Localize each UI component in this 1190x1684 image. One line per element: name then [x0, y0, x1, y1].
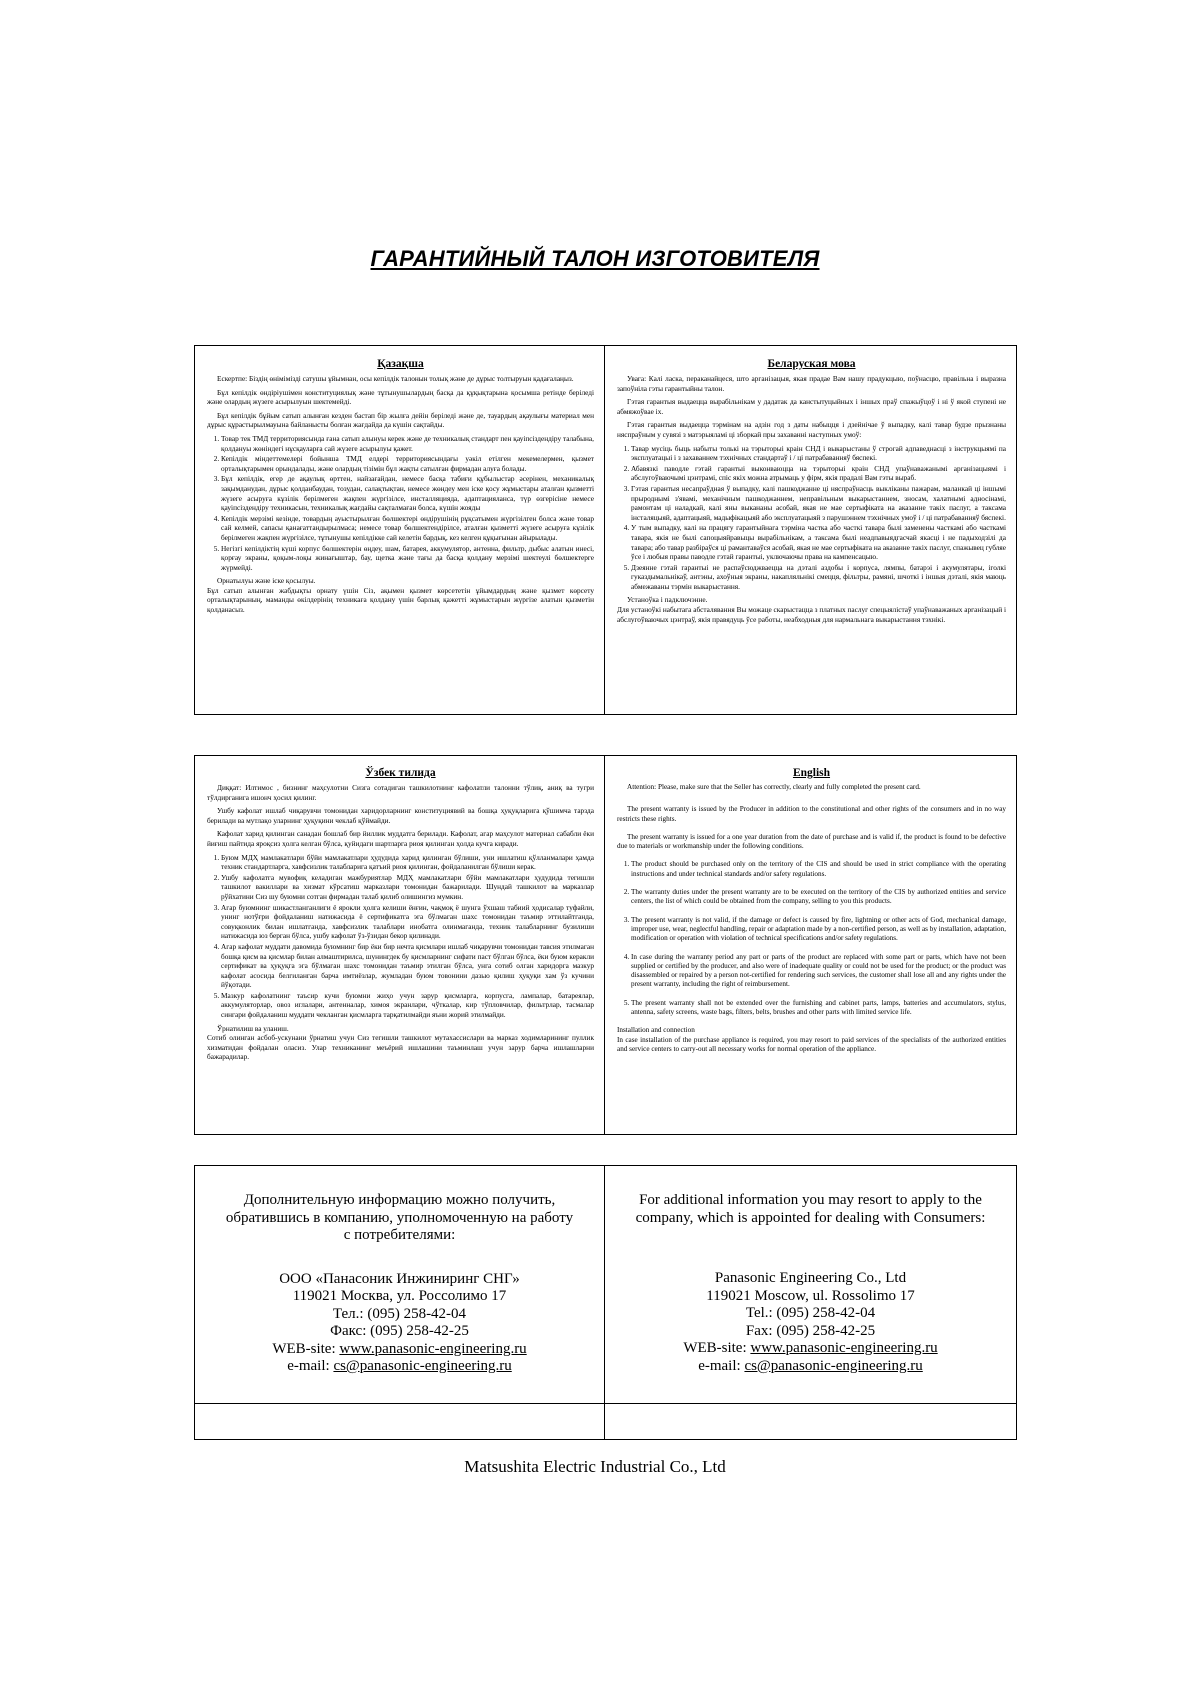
list-item: 4. In case during the warranty period any part or parts of the product are replaced with some part or parts, which have not been supplied or certified by the producer, and also were of inadequate quality or could not be used for the product; or the product was disassembled or repaired by a person not-certified for rendering such services, the customer shall lose all and any rights under the present warranty, including the right of reimbursement.	[631, 953, 1006, 990]
list-item: 5. Негізгі кепілдіктің күші корпус бөлшектерін өңдеу, шам, батарея, аккумулятор, антенна, фильтр, дыбыс алатын инесі, қорғау экраны, қоқым-лоқы жинағыштар, бау, щетка және тағы да басқа қолдану мерзімі шектеулі бөлшектерге жүрмейді.	[221, 544, 594, 573]
list-item: 3. Агар буюмнинг шикастланганлиги ё ярокли ҳолга келиши ёнғин, чақмоқ ё шунга ўхшаш табиий ҳодисалар туфайли, унинг нотўғри фойдаланиш натижасида ё сертификатга эга бўлмаган шахс томонидан таъмир эттилайтганда, совуқконлик билан ишлатганда, хавфсизлик талаблари инобатга олинмаганда, техник талабларнинг бузилиши натижасида юз берган бўлса, ушбу кафолат ўз-ўзидан бекор қилинади.	[221, 903, 594, 941]
contact-intro-line: обратившись в компанию, уполномоченную на работу	[225, 1209, 574, 1226]
kazakh-paragraph: Бұл кепілдік бұйым сатып алынған кезден бастап бір жылға дейін беріледі және де, тауардың ақаулығы материал мен дұрыс құрастырылмауына байланысты болған жағдайда да күшін сақтайды.	[207, 410, 594, 430]
email-label: e-mail:	[698, 1357, 745, 1374]
kazakh-section	[195, 346, 605, 714]
contact-intro-line: с потребителями:	[343, 1227, 456, 1243]
list-item: 1. Буюм МДҲ мамлакатлари бўйи мамлакатлари ҳудудида харид қилинган бўлиши, уни ишлатиш қўлланмалари ҳамда техник стандартларга, хавфсизлик талабларига қатъий риоя қилинган, фойдаланилган бўлиши керак.	[221, 853, 594, 872]
uzbek-section	[195, 756, 605, 1134]
belarus-conditions-list	[617, 444, 1006, 592]
page-title: ГАРАНТИЙНЫЙ ТАЛОН ИЗГОТОВИТЕЛЯ	[370, 246, 820, 271]
list-item: 3. Бұл кепілдік, егер де ақаулық өрттен, найзағайдан, немесе басқа табиғи құбылыстар әсерінен, механикалық зақымданудан, дұрыс қолданбаудан, тозудан, салақтықтан, немесе жөндеу мен іске қосу жұмыстары аталған қызметті жүзеге асыруға кұзілік берілмеген жақпен жүргізілсе, инсталляцияда, адаптацияланса, түр өзгерісіне немесе қауіпсіздендіру техникасын, техникалық жағдайы сақталмаған болса, күшін жояды	[221, 474, 594, 512]
uzbek-conditions-list	[207, 853, 594, 1020]
kazakh-conditions-list	[207, 434, 594, 572]
english-notice: Attention: Please, make sure that the Seller has correctly, clearly and fully completed the present card.	[627, 783, 921, 791]
kazakh-install-title: Орнатылуы және іске қосылуы.	[217, 576, 316, 586]
belarus-notice: Увага: Калі ласка, пераканайцеся, што арганізацыя, якая прадае Вам нашу прадукцыю, поўнасцю, правільна і выразна запоўніла гэты гарантыйны талон.	[617, 374, 1006, 393]
company-address: 119021 Москва, ул. Россолимо 17	[292, 1288, 507, 1304]
list-item: 2. Кепілдік міндеттемелері бойынша ТМД елдері территориясындағы уәкіл етілген мекемелермен, қызмет орталықтарымен орындалады, және олардың тізімін бұл жақты сатылған фирмадан алуға болады.	[221, 454, 594, 473]
email-line	[195, 1358, 604, 1376]
email-link[interactable]: cs@panasonic-engineering.ru	[333, 1358, 512, 1374]
list-item: 4. У тым выпадку, калі на працягу гарантыйнага тэрміна частка або часткі тавара былі заменены часткамі або часткамі тавара, якія не былі сапоцыяйравыцы вырабільнікам, а таксама былі неадпавыядгасчай якасці і не падыходзілі да тавара; або тавар разбіраўся ці рамантаваўся асобай, якая не мае сертыфіката на аказанне такіх паслуг, спажывец губляе ўсе і любыя правы паводле гэтай гарантыі, уключаючы права на кампенсацыю.	[631, 523, 1006, 561]
kazakh-install-text: Бұл сатып алынған жабдықты орнату үшін Сіз, ақымен қызмет көрсететін ұйымдардың және қызмет көрсету орталықтарының, маманды өкілдерінің техникаға қолдану үшін барлық қажетті жұмыстарын жүргізе алатын қызметін қолданасыз.	[207, 585, 594, 615]
contact-intro-line: Дополнительную информацию можно получить,	[243, 1192, 556, 1208]
uzbek-paragraph: Ушбу кафолат ишлаб чиқарувчи томонидан харидорларнинг конституциявий ва бошқа ҳуқуқларига қўшимча тарзда берилади ва мутлақо уларнинг ҳуқуқини чеклаб қўймайди.	[207, 806, 594, 825]
contact-row	[195, 1166, 1016, 1404]
company-name: ООО «Панасоник Инжиниринг СНГ»	[279, 1270, 520, 1287]
website-label: WEB-site:	[272, 1340, 340, 1357]
english-section	[605, 756, 1016, 1134]
list-item: 5. The present warranty shall not be extended over the furnishing and cabinet parts, lamps, batteries and accumulators, stylus, antenna, safety screens, waste bags, filters, belts, brushes and other parts with limited service life.	[631, 999, 1006, 1018]
company-phone: Tel.: (095) 258-42-04	[745, 1305, 876, 1321]
contact-box	[194, 1165, 1017, 1440]
stamp-cell-right	[605, 1404, 1016, 1439]
belarus-paragraph: Гэтая гарантыя выдаецца вырабільнікам у дадатак да канстытуцыйных і іншых праў спажыўцоў і ні ў якой ступені не абмяжоўвае іх.	[617, 397, 1006, 416]
kazakh-title: Қазақша	[377, 358, 424, 370]
uzbek-title: Ўзбек тилида	[365, 767, 436, 779]
website-link[interactable]: www.panasonic-engineering.ru	[339, 1340, 527, 1357]
english-install-text: In case installation of the purchase appliance is required, you may resort to paid services of the specialists of the authorized entities and service centers to carry-out all necessary works for normal operation of the appliance.	[617, 1035, 1006, 1053]
contact-english	[605, 1166, 1016, 1403]
list-item: 1. Товар тек ТМД территориясында ғана сатып алынуы керек және де техникалық стандарт пен қауіпсіздендіру талабына, қолдануы жөніндегі нұсқауларға сай жүзеге асырылуы қажет.	[221, 434, 594, 453]
list-item: 4. Кепілдік мерзімі кезінде, товардың ауыстырылған бөлшектері өндірушінің рұқсатымен жүргізілген болса және товар сай келмей, сапасы қанағаттандырылмаса; немесе товар бөлшектендірілсе, аталған қызметті жүзеге асыруға кұзілік берілмеген жақпен жүргізілсе, тұтынушы кепілдікке сай келетін бардық, кез келген құқығынан айырылады.	[221, 514, 594, 543]
uzbek-install-text: Сотиб олинган асбоб-ускунани ўрнатиш учун Сиз тегишли ташкилот мутахассислари ва марказ ходимларининг пуллик хизматидан фойдалан оласиз. Улар техниканинг меъёрий ишлашини таъминлаш учун зарур барча ишлашларни бажарадилар.	[207, 1033, 594, 1062]
email-label: e-mail:	[287, 1358, 334, 1374]
uzbek-paragraph: Кафолат харид қилинган санадан бошлаб бир йиллик муддатга берилади. Кафолат, агар маҳсулот материал сабабли ёки йиғиш пайтида яроқсиз ҳолга келган бўлса, қуйидаги шартларга риоя қилинган ҳолда кучга киради.	[207, 829, 594, 848]
list-item: 2. The warranty duties under the present warranty are to be executed on the territory of the CIS by authorized entities and service centers, the list of which could be obtained from the company, selling to you this products.	[631, 888, 1006, 907]
uzbek-notice: Диққат: Илтимос , бизнинг маҳсулотни Сизга сотадиган ташкилотнинг кафолатли талонни тўлиқ, аниқ ва тугри тўлдирганига ишонч ҳосил қилинг.	[207, 783, 594, 802]
belarus-paragraph: Гэтая гарантыя выдаецца тэрмінам на адзін год з даты набыцця і дзейнічае ў выпадку, калі тавар будзе прызнаны няспраўным у сувязі з матэрыяламі ці зборкай пры захаванні наступных умоў:	[617, 420, 1006, 439]
warranty-box-middle	[194, 755, 1017, 1135]
list-item: 4. Агар кафолат муддати давомида буюмнинг бир ёки бир нечта қисмлари ишлаб чиқарувчи томонидан тавсия этилмаган бошқа қисм ва қисмлар билан алмаштирилса, шунингдек бу қисмларнинг сифати паст бўлган бўлса, ёки буюм керакли сертификат ва ҳуқуқга эга бўлмаган шахс томонидан таъмир этилган бўлса, унга сотиб олган харидорга мазкур кафолат асосида белгиланган барча имтиёзлар, жумладан буюм товонини дазыо қилиш ҳуқуқи хам ўз кучини йўқотади.	[221, 942, 594, 990]
list-item: 2. Ушбу кафолатга мувофиқ келадиган мажбуриятлар МДҲ мамлакатлари бўйи мамлакатлари ҳудудида тегишли ташкилот вакиллари ва хизмат кўрсатиш марказлари томонидан бажарилади. Шундай ташкилот ва марказлар рўйхатини Сиз шу буюмни сотган фирмадан талаб қилиб олишингиз мумкин.	[221, 873, 594, 902]
website-line	[195, 1341, 604, 1359]
uzbek-install-title: Ўрнатилиш ва уланиш.	[217, 1023, 289, 1033]
english-conditions-list	[617, 860, 1006, 1017]
company-address: 119021 Moscow, ul. Rossolimo 17	[706, 1287, 915, 1304]
website-label: WEB-site:	[683, 1340, 751, 1356]
english-paragraph: The present warranty is issued for a one year duration from the date of purchase and is valid if, the product is found to be defective due to materials or workmanship under the following conditions.	[617, 832, 1006, 851]
list-item: 1. Тавар мусіць быць набыты толькі на тэрыторыі краін СНД і выкарыстаны ў строгай адпаведнасці з інструкцыямі па эксплуатацыі і з захаваннем тэхнічных стандартаў і / ці патрабаванняў бяспекі.	[631, 444, 1006, 463]
email-link[interactable]: cs@panasonic-engineering.ru	[744, 1357, 923, 1374]
english-title: English	[792, 767, 831, 779]
belarus-install-text: Для устаноўкі набытага абсталявання Вы можаце скарыстацца з платных паслуг спецыялістаў упаўнаважаных арганізацый і абслугоўваючых цэнтраў, якія правядуць ўсе работы, неабходныя для нармальнага выкарыстання тэхнікі.	[617, 605, 1006, 624]
website-link[interactable]: www.panasonic-engineering.ru	[750, 1340, 938, 1356]
contact-russian	[195, 1166, 605, 1403]
company-fax: Fax: (095) 258-42-25	[745, 1322, 876, 1339]
website-line	[605, 1340, 1016, 1358]
contact-intro-line: For additional information you may resort to apply to the	[639, 1192, 982, 1208]
company-phone: Тел.: (095) 258-42-04	[332, 1305, 467, 1322]
stamp-cell-left	[195, 1404, 605, 1439]
belarus-title: Беларуская мова	[767, 358, 856, 370]
warranty-box-top	[194, 345, 1017, 715]
stamp-row	[195, 1404, 1016, 1439]
footer-company: Matsushita Electric Industrial Co., Ltd	[464, 1457, 726, 1476]
belarus-install-title: Устаноўка і падключэнне.	[627, 595, 708, 605]
list-item: 2. Абавязкі паводле гэтай гарантыі выконваюцца на тэрыторыі краін СНД упаўнаважанымі арганізацыямі і абслугоўваючымі цэнтрамі, спіс якіх можна атрымаць у фірм, якія прадалі Вам гэты выраб.	[631, 464, 1006, 483]
list-item: 3. The present warranty is not valid, if the damage or defect is caused by fire, lightning or other acts of God, mechanical damage, improper use, wear, neglectful handling, repair or adaptation made by a non-certified person, as well as by installation, adaptation, modification or operation with violation of technical specifications and/or safety regulations.	[631, 916, 1006, 944]
email-line	[605, 1358, 1016, 1376]
company-name: Panasonic Engineering Co., Ltd	[714, 1270, 907, 1286]
english-paragraph: The present warranty is issued by the Producer in addition to the constitutional and other rights of the consumers and in no way restricts these rights.	[617, 805, 1006, 823]
english-install-title: Installation and connection	[617, 1026, 695, 1035]
kazakh-paragraph: Бұл кепілдік өндіріушімен конституциялық және тұтынушылардың басқа да құқықтарына қосымша ретінде беріледі және олардың жүзеге асырылуын шектемейді.	[207, 387, 594, 407]
belarus-section	[605, 346, 1016, 714]
list-item: 1. The product should be purchased only on the territory of the CIS and should be used in strict compliance with the operating instructions and under technical standards and/or safety regulations.	[631, 860, 1006, 879]
list-item: 5. Мазкур кафолатнинг таъсир кучи буюмни жиҳо учун зарур қисмларга, корпусга, лампалар, батареялар, аккумуляторлар, овоз иглалари, антенналар, химоя экранлари, чўткалар, кир тўпловчилар, фильтрлар, тасмалар сингари фойдаланиш муддати чекланган қисмларга тарқатилмайди яъни жорий этилмайди.	[221, 991, 594, 1020]
contact-intro-line: company, which is appointed for dealing with Consumers:	[635, 1209, 986, 1226]
list-item: 5. Дзеянне гэтай гарантыі не распаўсюджваецца на дэталі аздобы і корпуса, лямпы, батарэі і акумулятары, іголкі гуказдымальнікаў, антэны, ахоўныя экраны, накапляльнікі смецця, фільтры, рамяні, шчоткі і іншыя дэталі, якія маюць абмежаваны тэрмін выкарыстання.	[631, 563, 1006, 592]
company-fax: Факс: (095) 258-42-25	[330, 1323, 469, 1339]
list-item: 3. Гэтая гарантыя несапраўдная ў выпадку, калі пашкоджанне ці няспраўнасць выкліканы пажарам, маланкай ці іншымі прыроднымі з'явамі, механічным пашкоджаннем, неправільным выкарыстаннем, зносам, халатнымі адносінамі, рамонтам ці наладкай, калі яны выкананы асобай, якая не мае сертыфіката на аказанне такіх паслуг, а таксама інсталяцыяй, адаптацыяй, мадыфікацыяй або эксплуатацыяй з парушэннем тэхнічных умоў і / ці патрабаванняў бяспекі.	[631, 484, 1006, 522]
kazakh-notice: Ескертпе: Біздің өнімімізді сатушы ұйымнан, осы кепілдік талонын толық және де дұрыс толтыруын қадағалаңыз.	[217, 374, 574, 383]
